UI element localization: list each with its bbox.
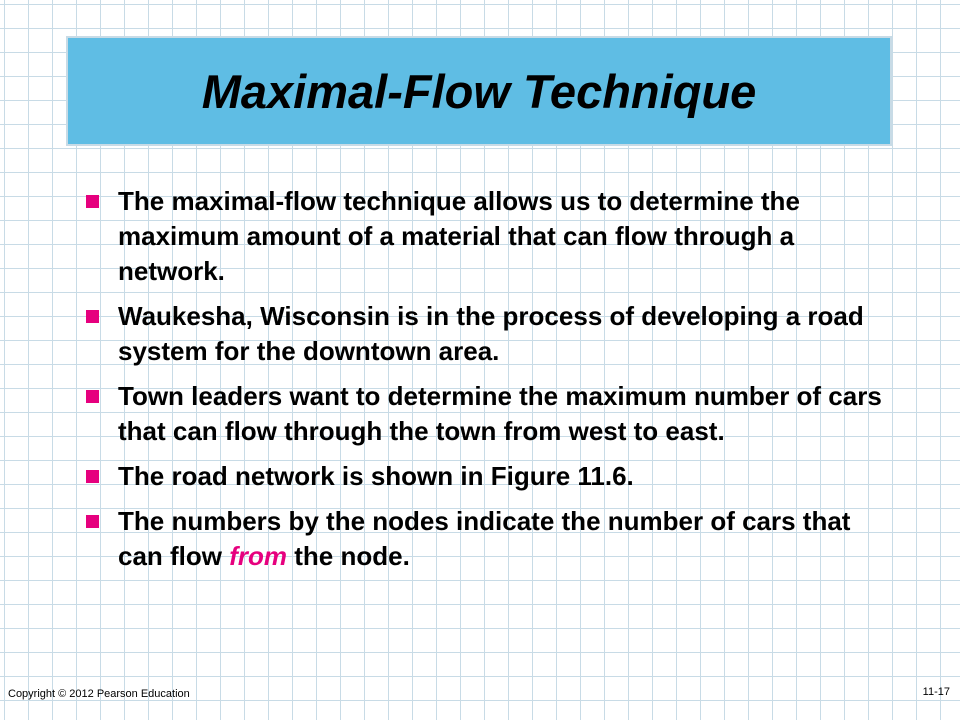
square-bullet-icon (86, 310, 99, 323)
bullet-text-after: the node. (287, 541, 410, 571)
bullet-text-before: The numbers by the nodes indicate the number of cars that can flow (118, 506, 851, 571)
slide-title: Maximal-Flow Technique (201, 64, 757, 118)
bullet-item (86, 459, 896, 494)
bullet-item (86, 299, 896, 369)
page-number: 11-17 (922, 686, 950, 698)
bullet-item (86, 379, 896, 449)
square-bullet-icon (86, 390, 99, 403)
bullet-text: Town leaders want to determine the maximum number of cars that can flow through the town from west to east. (118, 381, 882, 446)
square-bullet-icon (86, 195, 99, 208)
title-banner (66, 36, 892, 146)
bullet-text: Waukesha, Wisconsin is in the process of developing a road system for the downtown area. (118, 301, 864, 366)
emphasized-word: from (229, 541, 288, 571)
bullet-list (86, 184, 896, 584)
bullet-text: The road network is shown in Figure 11.6. (118, 461, 634, 491)
square-bullet-icon (86, 470, 99, 483)
bullet-text: The maximal-flow technique allows us to determine the maximum amount of a material that can flow through a network. (118, 186, 800, 286)
bullet-item (86, 184, 896, 289)
square-bullet-icon (86, 515, 99, 528)
copyright-notice: Copyright © 2012 Pearson Education (8, 688, 190, 700)
bullet-item (86, 504, 896, 574)
